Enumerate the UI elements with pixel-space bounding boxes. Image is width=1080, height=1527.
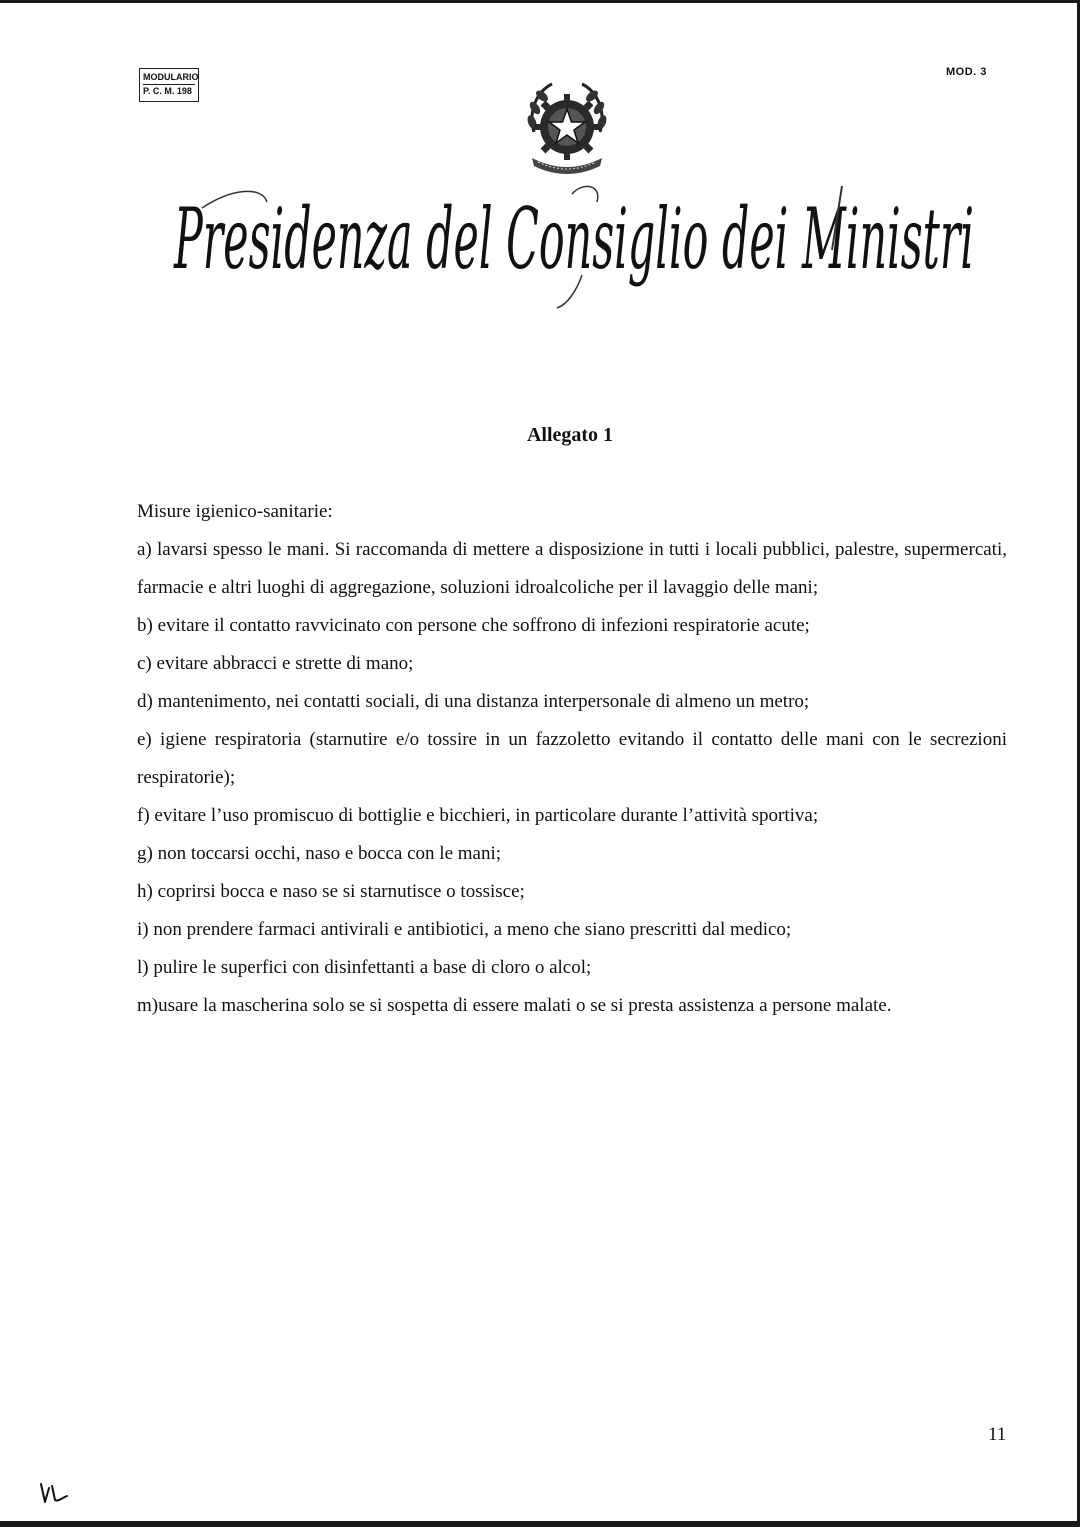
list-item-f: f) evitare l’uso promiscuo di bottiglie e bicchieri, in particolare durante l’attività sportiva; (137, 805, 819, 826)
letterhead-script (172, 180, 982, 310)
page-number: 11 (988, 1424, 1007, 1445)
handwritten-initials (38, 1480, 70, 1506)
list-item-d: d) mantenimento, nei contatti sociali, di una distanza interpersonale di almeno un metro; (137, 691, 810, 712)
list-item-m: m)usare la mascherina solo se si sospetta di essere malati o se si presta assistenza a persone malate. (137, 995, 892, 1016)
list-item-a: a) lavarsi spesso le mani. Si raccomanda di mettere a disposizione in tutti i locali pubblici, palestre, supermercati, farmacie e altri luoghi di aggregazione, soluzioni idroalcoliche per il lavaggio delle mani; (137, 539, 1007, 598)
stamp-line-2: P. C. M. 198 (143, 86, 192, 96)
list-item-h: h) coprirsi bocca e naso se si starnutisce o tossisce; (137, 881, 525, 902)
modulario-stamp (139, 68, 199, 102)
stamp-line-1: MODULARIO (143, 71, 195, 85)
list-item-e: e) igiene respiratoria (starnutire e/o tossire in un fazzoletto evitando il contatto delle mani con le secrezioni respiratorie); (137, 729, 1007, 788)
scan-edge-bottom (0, 1521, 1080, 1527)
list-item-b: b) evitare il contatto ravvicinato con persone che soffrono di infezioni respiratorie acute; (137, 615, 810, 636)
list-item-c: c) evitare abbracci e strette di mano; (137, 653, 414, 674)
list-item-i: i) non prendere farmaci antivirali e antibiotici, a meno che siano prescritti dal medico; (137, 919, 792, 940)
italian-emblem-icon (522, 72, 612, 182)
list-item-l: l) pulire le superfici con disinfettanti a base di cloro o alcol; (137, 957, 592, 978)
svg-text:Presidenza del Consiglio dei M: Presidenza del Consiglio dei Ministri (172, 190, 975, 288)
scan-edge-top (0, 0, 1080, 3)
document-body (137, 493, 1007, 1025)
intro-text: Misure igienico-sanitarie: (137, 501, 333, 522)
mod-label: MOD. 3 (946, 66, 987, 78)
list-item-g: g) non toccarsi occhi, naso e bocca con le mani; (137, 843, 502, 864)
document-title: Allegato 1 (526, 424, 614, 446)
